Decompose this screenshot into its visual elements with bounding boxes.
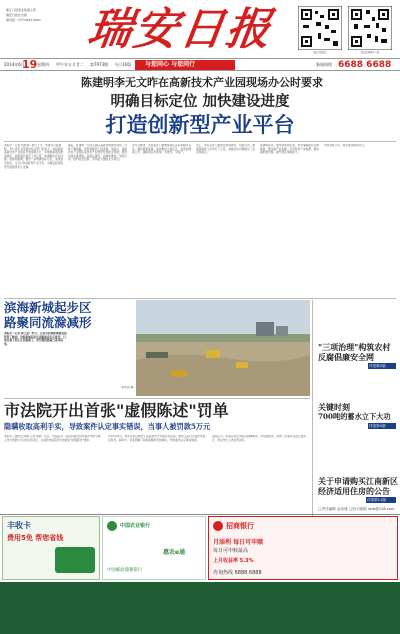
brief-3-headline: 关于申请购买江南新区 (318, 476, 398, 486)
brief-1-headline: 反腐倡廉安全网 (318, 352, 374, 362)
lead-subtitle: 明确目标定位 加快建设进度 (110, 93, 290, 110)
brief-3-headline: 经济适用住房的公告 (318, 486, 390, 496)
news-photo (136, 300, 310, 396)
editor-line (318, 506, 398, 512)
ad-bank-name-2: 中国邮政储蓄银行 (107, 568, 143, 573)
ad-rate-line: 月添利 每日可申赎 (213, 539, 264, 546)
lead-column: 李无文要求，各相关部门要增强责任意识和服务意识，强化要素保障，加快推进土地征迁、政策处理等工作，确保项目早落地、早建设、早投产。 (132, 144, 192, 155)
slogan-banner (135, 60, 235, 70)
ad-cmb-bank[interactable] (208, 516, 398, 580)
publisher-line: 国内统一刊号CN33-0091 (6, 18, 41, 22)
qr-caption: 瑞安日报微信 (313, 51, 327, 54)
lead-kicker: 陈建明李无文昨在高新技术产业园现场办公时要求 (81, 76, 323, 89)
construction-site-photo (136, 300, 310, 396)
left-story-credit: （林先锋 摄） (119, 386, 136, 389)
page-tag-text: 详见第4版 (369, 424, 386, 428)
date-day: 19 (22, 58, 38, 71)
page-count: 今日16版 (114, 62, 132, 67)
center-story-subhead: 隐瞒收取高利手实，导致案件认定事实错误，当事人被罚款5万元 (4, 422, 211, 431)
date-label: 2014年6月 (4, 62, 25, 67)
qr-code-weixin (298, 6, 342, 50)
bottom-ad-strip (0, 582, 400, 634)
date-strip (0, 58, 400, 71)
lead-headline: 打造创新型产业平台 (105, 112, 295, 137)
ad-phone: 咨询热线 6888 6888 (213, 570, 262, 576)
lead-column: 市领导陈小兵、林忠参加现场办公。 (324, 144, 367, 147)
masthead-title: 瑞安日报 (84, 4, 276, 55)
bank-logo-icon (213, 521, 223, 531)
editor-email: rarb@126.com (367, 507, 395, 511)
ad-rate-line: 每日可申赎最高 (213, 548, 249, 554)
ad-rate-line: 上月收益率 5.3% (213, 558, 254, 564)
divider (4, 398, 310, 399)
card-image (55, 547, 95, 573)
hotline-label: 新闻热线 (316, 62, 332, 67)
page-tag-text: 详见第11版 (367, 498, 386, 502)
weekday: 星期四 (37, 62, 49, 67)
center-column: 本报讯（通讯员 陈柳 记者 徐敏）近日，市法院对一起民间借贷纠纷案件中的当事人作出罚款5万元的处罚决定，这是我市法院开出的首张"虚假陈述"罚单。 (4, 435, 101, 442)
brief-1-headline: "三项治理"构筑农村 (318, 342, 391, 352)
lead-column: 随后，陈建明一行深入园区基础设施建设现场，详细了解道路、管网等配套工程进展。他指出，高新技术产业园区是我市产业转型升级的主阵地，要坚持高标准规划、高起点建设、高效率推进，加快引进一批科技含量高、带动能力强的龙头项目。 (68, 144, 128, 162)
qr-icon (348, 6, 392, 50)
qr-icon (298, 6, 342, 50)
ad-fengshou-card[interactable] (2, 516, 100, 580)
center-story-headline: 市法院开出首张"虚假陈述"罚单 (4, 401, 229, 420)
hotline-number: 6688 6688 (338, 60, 392, 70)
editor-label: □责任编辑 金崇林 □电子邮箱 (318, 507, 367, 511)
brief-2-headline: 关键时刻 (318, 402, 350, 412)
page-tag-text: 详见第2版 (369, 364, 386, 368)
center-column: 法院认为，李某在诉讼中故意隐瞒事实，作虚假陈述，妨碍了民事诉讼的正常进行，依法作出上述处罚决定。 (212, 435, 307, 442)
ad-abc-bank[interactable] (102, 516, 206, 580)
ad-card-slogan: 费用5免 帮您省钱 (7, 534, 64, 542)
ad-card-title: 丰收卡 (7, 521, 31, 530)
center-column: 2012年8月，原告李某以被告王某借款未还为由诉至法院，要求王某归还借款本金及利息。庭审中，李某隐瞒了收取高额利息的事实，导致案件认定事实错误。 (108, 435, 206, 442)
lead-column: 本报讯（记者 郑胜春）昨日上午，市委书记陈建明、市长李无文带领市有关部门负责人，来到瑞安高新技术产业园区开展现场办公，实地察看项目推进情况，听取园区建设工作汇报，协调解决存在问题。陈建明强调，要进一步明确目标定位，加快建设进度，全力打造创新型产业平台，为瑞安经济转型升级提供有力支撑。 (4, 144, 64, 169)
lead-column: 会上，市有关部门就园区规划建设、招商引资、要素保障等工作进行了汇报，并就存在问题提出了意见和建议。 (196, 144, 256, 155)
brief-3-page-tag (366, 497, 396, 503)
qr-caption: 瑞安新闻网客户端 (360, 51, 380, 54)
ad-bank-name: 中国农业银行 (120, 523, 151, 529)
left-story-headline: 滨海新城起步区 (4, 300, 92, 315)
issue-number: 第7973期 (90, 62, 109, 67)
publisher-line: 瑞安日报社出版 (6, 13, 28, 17)
brief-2-page-tag (368, 423, 396, 429)
lunar-date: 甲午年五月廿二 (56, 62, 84, 67)
qr-code-app (348, 6, 392, 50)
ad-bank-name: 招商银行 (226, 522, 254, 530)
brief-1-page-tag (368, 363, 396, 369)
lead-column: 陈建明指出，要坚持规划引领，科学编制园区发展规划；要注重产业集聚，打造特色产业集群；要完善配套设施，提升园区承载能力。 (260, 144, 320, 155)
divider (0, 514, 400, 515)
slogan-text: 与您同心 与您同行 (145, 61, 196, 68)
divider (4, 141, 396, 142)
masthead-left-info (6, 8, 86, 23)
publisher-line: 浙江日报报业集团主管 (6, 8, 37, 12)
brief-2-headline: 700吨的蓄水立下大功 (318, 412, 391, 421)
ad-bank-tag: 惠农e通 (163, 549, 186, 556)
left-story-headline: 路聚同流滁减形 (4, 315, 92, 330)
bank-logo-icon (107, 521, 117, 531)
divider (4, 298, 396, 299)
left-story-body: 本报讯（记者 林之蓝）昨日，记者从滨海新城建设指挥部了解到，滨海新城起步区道路建设有序推进，目前各项工程正在加紧施工，部分路段路基已基本成形。 (4, 332, 67, 346)
